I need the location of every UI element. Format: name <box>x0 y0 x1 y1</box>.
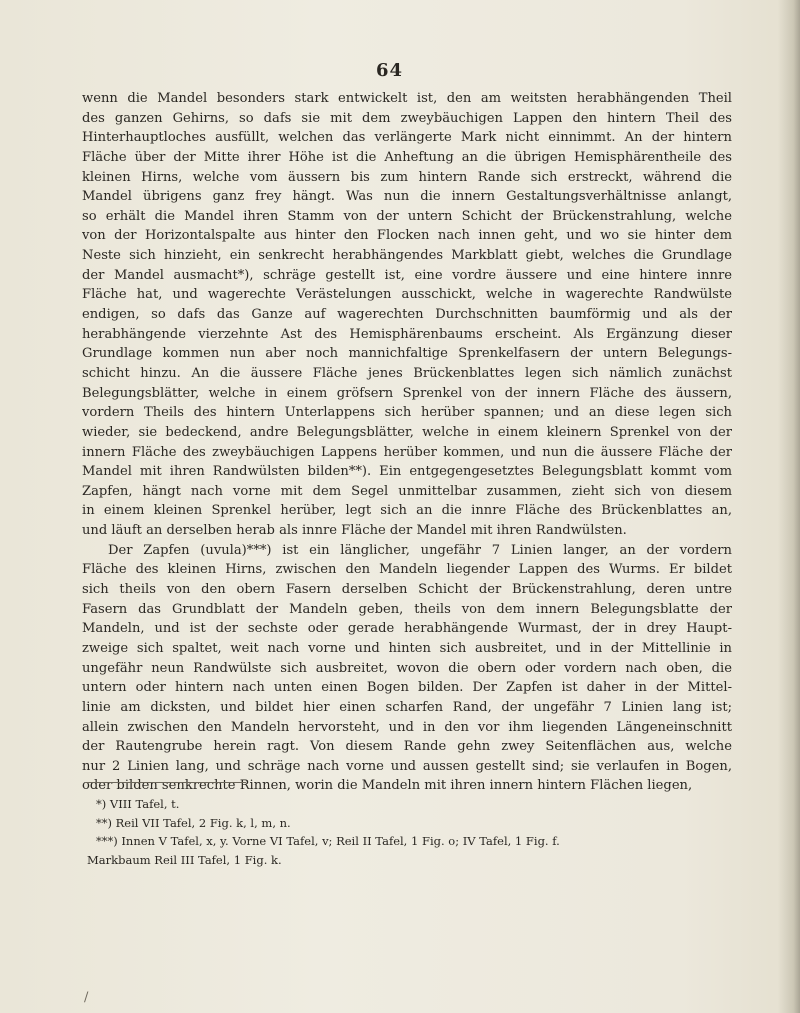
body-line: wenn die Mandel besonders stark entwickelt ist, den am weitsten herabhängenden Theil <box>82 91 732 106</box>
footnote-rule <box>86 782 246 783</box>
body-line: Neste sich hinzieht, ein senkrecht herabhängendes Markblatt giebt, welches die Grundlage <box>82 248 732 264</box>
body-line: Fläche hat, und wagerechte Verästelungen ausschickt, welche in wagerechte Randwülste <box>82 287 732 303</box>
body-line: sich theils von den obern Fasern derselben Schicht der Brückenstrahlung, deren untre <box>82 582 732 598</box>
body-line: des ganzen Gehirns, so dafs sie mit dem zweybäuchigen Lappen den hintern Theil des <box>82 110 732 126</box>
body-line: Grundlage kommen nun aber noch mannichfaltige Sprenkelfasern der untern Belegungs- <box>82 346 732 362</box>
footnote: Markbaum Reil III Tafel, 1 Fig. k. <box>87 852 282 867</box>
body-line: herabhängende vierzehnte Ast des Hemisphärenbaums erscheint. Als Ergänzung dieser <box>82 326 732 342</box>
body-line: und läuft an derselben herab als innre Fläche der Mandel mit ihren Randwülsten. <box>82 523 627 539</box>
body-line: kleinen Hirns, welche vom äussern bis zum hintern Rande sich erstreckt, während die <box>82 169 732 185</box>
body-line: ungefähr neun Randwülste sich ausbreitet, wovon die obern oder vordern nach oben, die <box>82 660 732 676</box>
body-line: untern oder hintern nach unten einen Bogen bilden. Der Zapfen ist daher in der Mittel- <box>82 680 732 696</box>
body-line: Fläche des kleinen Hirns, zwischen den Mandeln liegender Lappen des Wurms. Er bildet <box>82 562 732 578</box>
footnotes <box>87 795 736 869</box>
body-line: nur 2 Linien lang, und schräge nach vorne und aussen gestellt sind; sie verlaufen in Bogen, <box>82 758 732 774</box>
body-line: der Rautengrube herein ragt. Von diesem Rande gehn zwey Seitenflächen aus, welche <box>82 739 732 755</box>
body-line: wieder, sie bedeckend, andre Belegungsblätter, welche in einem kleinern Sprenkel von der <box>82 424 732 440</box>
body-line: vordern Theils des hintern Unterlappens sich herüber spannen; und an diese legen sich <box>82 405 732 421</box>
body-line: Fläche über der Mitte ihrer Höhe ist die Anheftung an die übrigen Hemisphärentheile des <box>82 149 732 165</box>
body-line: Mandeln, und ist der sechste oder gerade herabhängende Wurmast, der in drey Haupt- <box>82 621 732 637</box>
body-line: innern Fläche des zweybäuchigen Lappens herüber kommen, und nun die äussere Fläche der <box>82 444 732 460</box>
body-line: Belegungsblätter, welche in einem gröfsern Sprenkel von der innern Fläche des äussern, <box>82 385 732 401</box>
body-line: allein zwischen den Mandeln hervorsteht, und in den vor ihm liegenden Längeneinschnitt <box>82 719 732 735</box>
body-line: Mandel mit ihren Randwülsten bilden**). Ein entgegengesetztes Belegungsblatt kommt vom <box>82 464 732 480</box>
body-line: Zapfen, hängt nach vorne mit dem Segel unmittelbar zusammen, zieht sich von diesem <box>82 483 732 499</box>
footnote: **) Reil VII Tafel, 2 Fig. k, l, m, n. <box>96 815 291 830</box>
body-line: schicht hinzu. An die äussere Fläche jenes Brückenblattes legen sich nämlich zunächst <box>82 365 732 381</box>
page-number: 64 <box>376 60 404 81</box>
body-line: von der Horizontalspalte aus hinter den Flocken nach innen geht, und wo sie hinter dem <box>82 228 732 244</box>
body-line: linie am dicksten, und bildet hier einen scharfen Rand, der ungefähr 7 Linien lang ist; <box>82 699 732 715</box>
footnote: ***) Innen V Tafel, x, y. Vorne VI Tafel, v; Reil II Tafel, 1 Fig. o; IV Tafel, 1 Fig. f. <box>96 834 560 848</box>
body-line: Hinterhauptloches ausfüllt, welchen das verlängerte Mark nicht einnimmt. An der hintern <box>82 130 732 146</box>
body-line: Der Zapfen (uvula)***) ist ein länglicher, ungefähr 7 Linien langer, an der vordern <box>108 542 732 558</box>
body-line: endigen, so dafs das Ganze auf wagerechten Durchschnitten baumförmig und als der <box>82 307 732 323</box>
body-line: zweige sich spaltet, weit nach vorne und hinten sich ausbreitet, und in der Mittellinie in <box>82 640 732 656</box>
body-line: Mandel übrigens ganz frey hängt. Was nun die innern Gestaltungsverhältnisse anlangt, <box>82 189 732 205</box>
body-line: so erhält die Mandel ihren Stamm von der untern Schicht der Brückenstrahlung, welche <box>82 208 732 224</box>
stray-mark: / <box>84 990 89 1005</box>
body-text <box>82 89 732 796</box>
body-line: Fasern das Grundblatt der Mandeln geben, theils von dem innern Belegungsblatte der <box>82 601 732 617</box>
footnote: *) VIII Tafel, t. <box>96 797 180 811</box>
body-line: oder bilden senkrechte Rinnen, worin die Mandeln mit ihren innern hintern Flächen liegen, <box>82 778 693 794</box>
body-line: in einem kleinen Sprenkel herüber, legt sich an die innre Fläche des Brückenblattes an, <box>82 503 732 519</box>
page-edge-shadow <box>778 0 800 1013</box>
body-line: der Mandel ausmacht*), schräge gestellt ist, eine vordre äussere und eine hintere innre <box>82 267 732 283</box>
